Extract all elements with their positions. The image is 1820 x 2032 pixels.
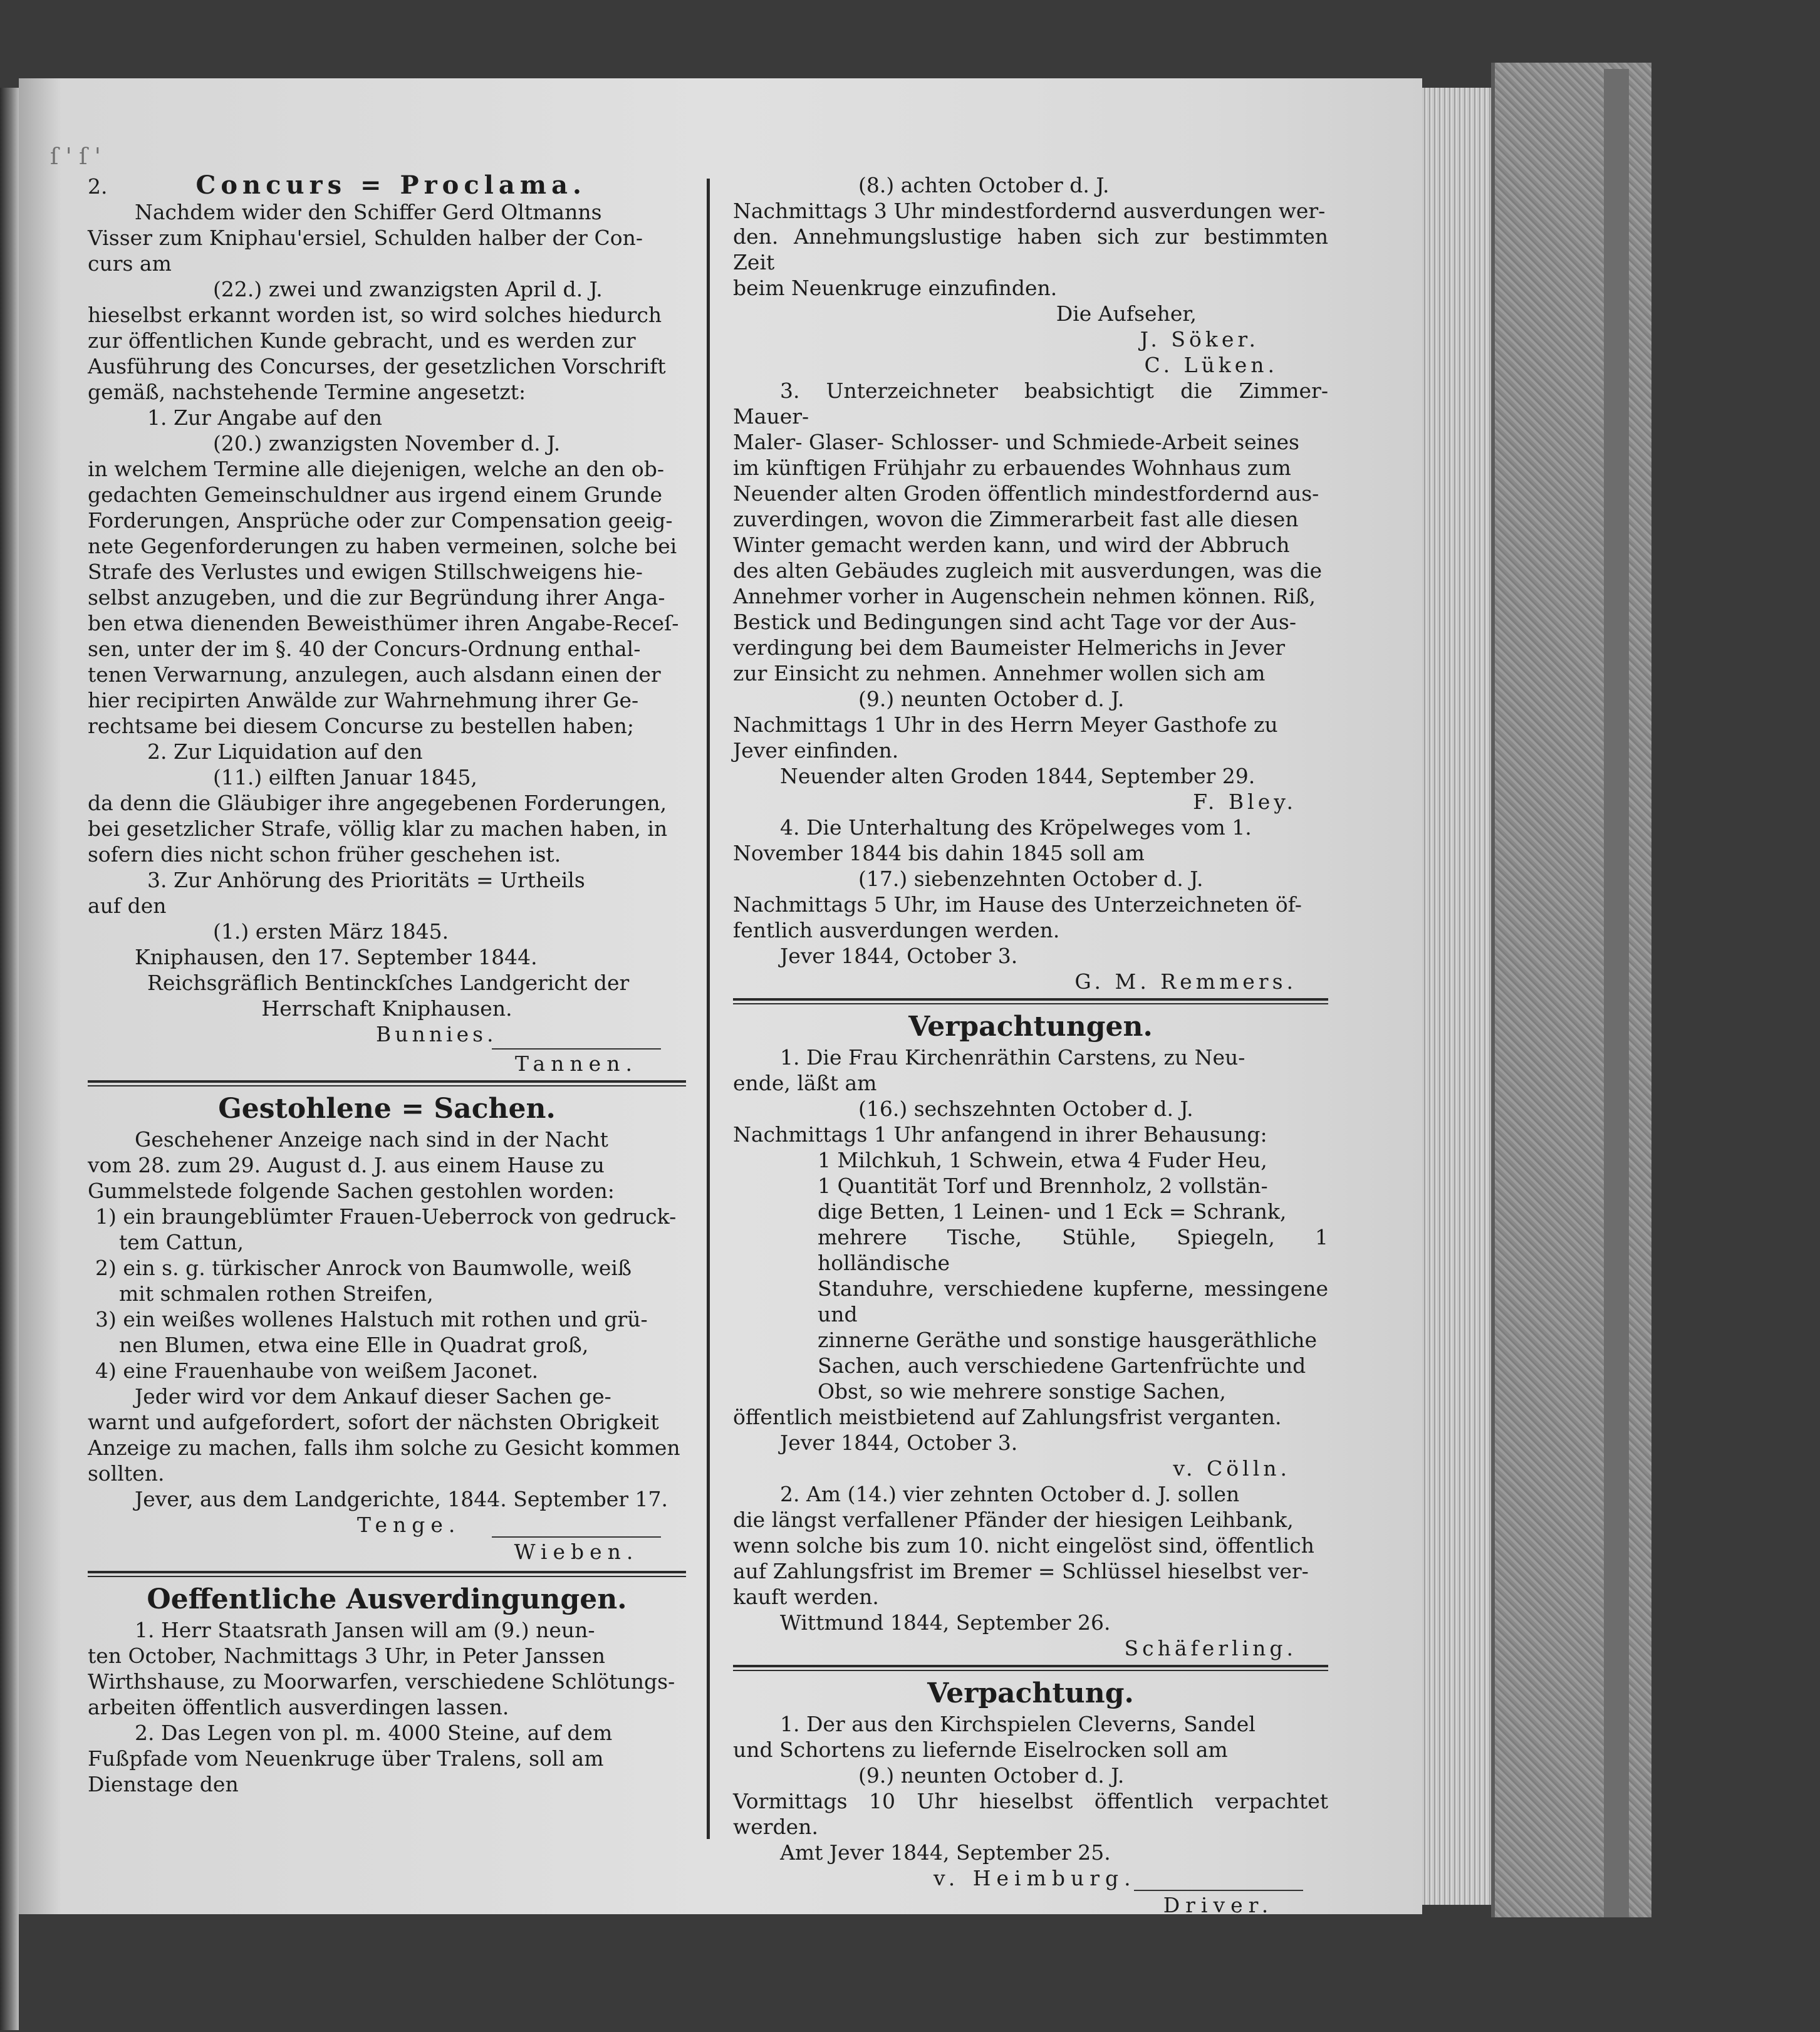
tender-3: des alten Gebäudes zugleich mit ausverdungen, was die	[733, 558, 1322, 583]
lease-item: 1 Milchkuh, 1 Schwein, etwa 4 Fuder Heu,	[818, 1148, 1267, 1172]
stolen-item: tem Cattun,	[119, 1230, 244, 1254]
concurs-line: da denn die Gläubiger ihre angegebenen Forderungen,	[88, 791, 667, 815]
signature-tenge: Tenge.	[357, 1513, 461, 1537]
concurs-line: tenen Verwarnung, anzulegen, auch alsdann einen der	[88, 662, 661, 687]
signature-bunnies: Bunnies.	[376, 1022, 497, 1046]
stolen-place-date: Jever, aus dem Landgerichte, 1844. September 17.	[135, 1487, 668, 1511]
tender-3: zur Einsicht zu nehmen. Annehmer wollen sich am	[733, 661, 1266, 685]
stolen-warning: sollten.	[88, 1461, 165, 1486]
tender-3: Winter gemacht werden kann, und wird der Abbruch	[733, 533, 1290, 557]
lease-title: Verpachtung.	[927, 1677, 1134, 1709]
concurs-line: Ausführung des Concurses, der gesetzlichen Vorschrift	[88, 354, 666, 378]
concurs-line: sen, unter der im §. 40 der Concurs-Ordnung enthal-	[88, 637, 641, 661]
lease-2: kauft werden.	[733, 1585, 879, 1609]
stolen-item: 3) ein weißes wollenes Halstuch mit rothen und grü-	[95, 1307, 648, 1331]
concurs-date: (20.) zwanzigsten November d. J.	[213, 431, 561, 456]
tender-date: (8.) achten October d. J.	[858, 173, 1110, 197]
tender-2: Dienstage den	[88, 1772, 239, 1796]
stolen-intro: vom 28. zum 29. August d. J. aus einem Hause zu	[88, 1153, 605, 1177]
leases-title: Verpachtungen.	[908, 1011, 1153, 1043]
section-divider	[733, 1665, 1328, 1671]
lease-2: auf Zahlungsfrist im Bremer = Schlüssel hieselbst ver-	[733, 1559, 1309, 1583]
lease-item: Obst, so wie mehrere sonstige Sachen,	[818, 1379, 1226, 1404]
lease-item: 1 Quantität Torf und Brennholz, 2 vollstän-	[818, 1174, 1268, 1198]
concurs-line: Visser zum Kniphau'ersiel, Schulden halber der Con-	[88, 226, 643, 250]
stolen-warning: Jeder wird vor dem Ankauf dieser Sachen ge-	[135, 1384, 611, 1409]
tender-2-cont: Nachmittags 3 Uhr mindestfordernd ausverdungen wer-	[733, 199, 1326, 223]
lease-single-signatures	[733, 1865, 1328, 1917]
tender-3: 3. Unterzeichneter beabsichtigt die Zimmer- Mauer-	[733, 378, 1328, 429]
stolen-item: mit schmalen rothen Streifen,	[119, 1281, 434, 1306]
concurs-line: in welchem Termine alle diejenigen, welche an den ob-	[88, 457, 665, 481]
lease-1: ende, läßt am	[733, 1071, 877, 1095]
lease-2: 2. Am (14.) vier zehnten October d. J. sollen	[780, 1482, 1240, 1506]
concurs-signatures-2	[88, 1049, 686, 1076]
stolen-intro: Geschehener Anzeige nach sind in der Nacht	[135, 1127, 608, 1152]
signature-driver: Driver.	[1134, 1890, 1303, 1918]
tender-3: Maler- Glaser- Schlosser- und Schmiede-Arbeit seines	[733, 430, 1299, 454]
tender-1: ten October, Nachmittags 3 Uhr, in Peter Janssen	[88, 1644, 605, 1668]
concurs-line: selbst anzugeben, und die zur Begründung ihrer Anga-	[88, 585, 665, 610]
lease-1: öffentlich meistbietend auf Zahlungsfrist verganten.	[733, 1405, 1282, 1429]
stolen-item: 4) eine Frauenhaube von weißem Jaconet.	[95, 1358, 539, 1383]
column-divider	[707, 179, 710, 1839]
tender-3: zuverdingen, wovon die Zimmerarbeit fast alle diesen	[733, 507, 1299, 531]
tender-date: (9.) neunten October d. J.	[858, 687, 1125, 711]
tender-2: Fußpfade vom Neuenkruge über Tralens, soll am	[88, 1746, 604, 1771]
lease-item: Sachen, auch verschiedene Gartenfrüchte und	[818, 1353, 1306, 1378]
concurs-item-2: 2. Zur Liquidation auf den	[147, 739, 423, 764]
stolen-item: 1) ein braungeblümter Frauen-Ueberrock von gedruck-	[95, 1204, 677, 1229]
concurs-line: ben etwa dienenden Beweisthümer ihren Angabe-Receſ-	[88, 611, 679, 635]
book-cover-edge	[1604, 69, 1629, 1917]
concurs-line: Forderungen, Ansprüche oder zur Compensation geeig-	[88, 508, 673, 533]
concurs-line: auf den	[88, 894, 167, 918]
lease-date: (16.) sechszehnten October d. J.	[858, 1097, 1193, 1121]
lease-2: die längst verfallener Pfänder der hiesigen Leihbank,	[733, 1508, 1294, 1532]
signature-bley: F. Bley.	[1193, 789, 1297, 814]
lease-single: 1. Der aus den Kirchspielen Cleverns, Sandel	[780, 1712, 1256, 1736]
concurs-line: hieselbst erkannt worden ist, so wird solches hiedurch	[88, 303, 662, 327]
tender-4: fentlich ausverdungen werden.	[733, 918, 1060, 942]
book-binding-edge	[0, 88, 19, 2030]
stolen-warning: Anzeige zu machen, falls ihm solche zu Gesicht kommen	[88, 1435, 680, 1460]
section-divider	[88, 1571, 686, 1577]
signature-schaeferling: Schäferling.	[1124, 1636, 1297, 1660]
concurs-item-1: 1. Zur Angabe auf den	[147, 405, 382, 430]
page-fore-edge	[1422, 88, 1491, 1905]
concurs-date: (22.) zwei und zwanzigsten April d. J.	[213, 277, 603, 301]
signature-coelln: v. Cölln.	[1173, 1456, 1291, 1481]
tender-4: 4. Die Unterhaltung des Kröpelweges vom 1.	[780, 815, 1252, 840]
lease-item: Standuhre, verschiedene kupferne, messingene und	[818, 1276, 1328, 1326]
concurs-number: 2.	[88, 174, 108, 199]
lease-date: (9.) neunten October d. J.	[858, 1763, 1125, 1788]
concurs-title: Concurs = Proclama.	[195, 170, 586, 200]
signature-lueken: C. Lüken.	[1144, 353, 1278, 377]
concurs-line: curs am	[88, 251, 172, 276]
concurs-line: Strafe des Verlustes und ewigen Stillschweigens hie-	[88, 560, 643, 584]
lease-2: wenn solche bis zum 10. nicht eingelöst sind, öffentlich	[733, 1533, 1314, 1558]
concurs-line: rechtsame bei diesem Concurse zu bestellen haben;	[88, 714, 635, 738]
tender-2-cont: den. Annehmungslustige haben sich zur bestimmten Zeit	[733, 224, 1328, 274]
tender-1: 1. Herr Staatsrath Jansen will am (9.) neun-	[135, 1618, 595, 1642]
lease-1: Nachmittags 1 Uhr anfangend in ihrer Behausung:	[733, 1122, 1267, 1147]
concurs-line: nete Gegenforderungen zu haben vermeinen, solche bei	[88, 534, 677, 558]
concurs-line: zur öffentlichen Kunde gebracht, und es werden zur	[88, 328, 636, 353]
right-column	[733, 172, 1328, 1917]
tender-3: Neuender alten Groden öffentlich mindestfordernd aus-	[733, 481, 1319, 506]
tender-3: Jever einfinden.	[733, 738, 899, 763]
lease-single: und Schortens zu liefernde Eiselrocken soll am	[733, 1738, 1228, 1762]
concurs-heading-line	[88, 172, 686, 199]
lease-item: dige Betten, 1 Leinen- und 1 Eck = Schrank,	[818, 1199, 1287, 1224]
section-divider	[733, 998, 1328, 1004]
concurs-line: Nachdem wider den Schiffer Gerd Oltmanns	[135, 200, 602, 224]
tender-3: Nachmittags 1 Uhr in des Herrn Meyer Gasthofe zu	[733, 712, 1278, 737]
signature-tannen: Tannen.	[492, 1048, 661, 1076]
lease-item: zinnerne Geräthe und sonstige hausgeräthliche	[818, 1328, 1318, 1352]
concurs-line: sofern dies nicht schon früher geschehen ist.	[88, 842, 561, 867]
concurs-date: (11.) eilften Januar 1845,	[213, 765, 477, 789]
tender-1: arbeiten öffentlich ausverdingen lassen.	[88, 1695, 509, 1719]
court-name: Herrschaft Kniphausen.	[261, 996, 512, 1021]
concurs-signatures	[88, 1021, 686, 1049]
stolen-item: 2) ein s. g. türkischer Anrock von Baumwolle, weiß	[95, 1256, 632, 1280]
tender-date: (17.) siebenzehnten October d. J.	[858, 867, 1204, 891]
stolen-goods-title: Gestohlene = Sachen.	[218, 1093, 556, 1125]
stolen-item: nen Blumen, etwa eine Elle in Quadrat groß,	[119, 1333, 589, 1357]
tender-2-cont: beim Neuenkruge einzufinden.	[733, 276, 1058, 300]
concurs-place-date: Kniphausen, den 17. September 1844.	[135, 945, 538, 969]
tender-3-place-date: Neuender alten Groden 1844, September 29.	[780, 764, 1256, 788]
tender-3: im künftigen Frühjahr zu erbauendes Wohnhaus zum	[733, 456, 1291, 480]
lease-1-place-date: Jever 1844, October 3.	[780, 1430, 1018, 1455]
concurs-date: (1.) ersten März 1845.	[213, 919, 449, 944]
tender-1: Wirthshause, zu Moorwarfen, verschiedene Schlötungs-	[88, 1669, 675, 1694]
concurs-line: bei gesetzlicher Strafe, völlig klar zu machen haben, in	[88, 816, 668, 841]
tender-4-place-date: Jever 1844, October 3.	[780, 944, 1018, 968]
lease-item: mehrere Tische, Stühle, Spiegeln, 1 holländische	[818, 1225, 1328, 1275]
lease-single-place-date: Amt Jever 1844, September 25.	[780, 1840, 1111, 1865]
concurs-line: gedachten Gemeinschuldner aus irgend einem Grunde	[88, 482, 663, 507]
tender-3: verdingung bei dem Baumeister Helmerichs in Jever	[733, 635, 1285, 660]
supervisors-label: Die Aufseher,	[1056, 301, 1197, 326]
corner-marks: ſ ' ſ '	[50, 144, 101, 170]
signature-remmers: G. M. Remmers.	[1074, 969, 1297, 994]
tender-4: Nachmittags 5 Uhr, im Hause des Unterzeichneten öf-	[733, 892, 1302, 917]
stolen-warning: warnt und aufgefordert, sofort der nächsten Obrigkeit	[88, 1410, 659, 1434]
public-tenders-title: Oeffentliche Ausverdingungen.	[147, 1583, 627, 1615]
left-column	[88, 172, 686, 1797]
concurs-item-3: 3. Zur Anhörung des Prioritäts = Urtheils	[147, 868, 585, 892]
signature-heimburg: v. Heimburg.	[933, 1866, 1136, 1890]
signature-soeker: J. Söker.	[1140, 327, 1259, 352]
tender-3: Bestick und Bedingungen sind acht Tage vor der Aus-	[733, 610, 1297, 634]
court-name: Reichsgräflich Bentinckſches Landgericht der	[147, 971, 630, 995]
tender-4: November 1844 bis dahin 1845 soll am	[733, 841, 1145, 865]
signature-wieben: Wieben.	[492, 1536, 661, 1565]
lease-1: 1. Die Frau Kirchenräthin Carstens, zu Neu-	[780, 1045, 1245, 1070]
concurs-line: gemäß, nachstehende Termine angesetzt:	[88, 380, 526, 404]
concurs-line: hier recipirten Anwälde zur Wahrnehmung ihrer Ge-	[88, 688, 639, 712]
section-divider	[88, 1080, 686, 1086]
lease-single: Vormittags 10 Uhr hieselbst öffentlich verpachtet werden.	[733, 1789, 1328, 1839]
stolen-intro: Gummelstede folgende Sachen gestohlen worden:	[88, 1179, 615, 1203]
tender-2: 2. Das Legen von pl. m. 4000 Steine, auf dem	[135, 1721, 613, 1745]
stolen-signatures	[88, 1512, 686, 1564]
lease-2-place-date: Wittmund 1844, September 26.	[780, 1610, 1111, 1635]
tender-3: Annehmer vorher in Augenschein nehmen können. Riß,	[733, 584, 1316, 608]
